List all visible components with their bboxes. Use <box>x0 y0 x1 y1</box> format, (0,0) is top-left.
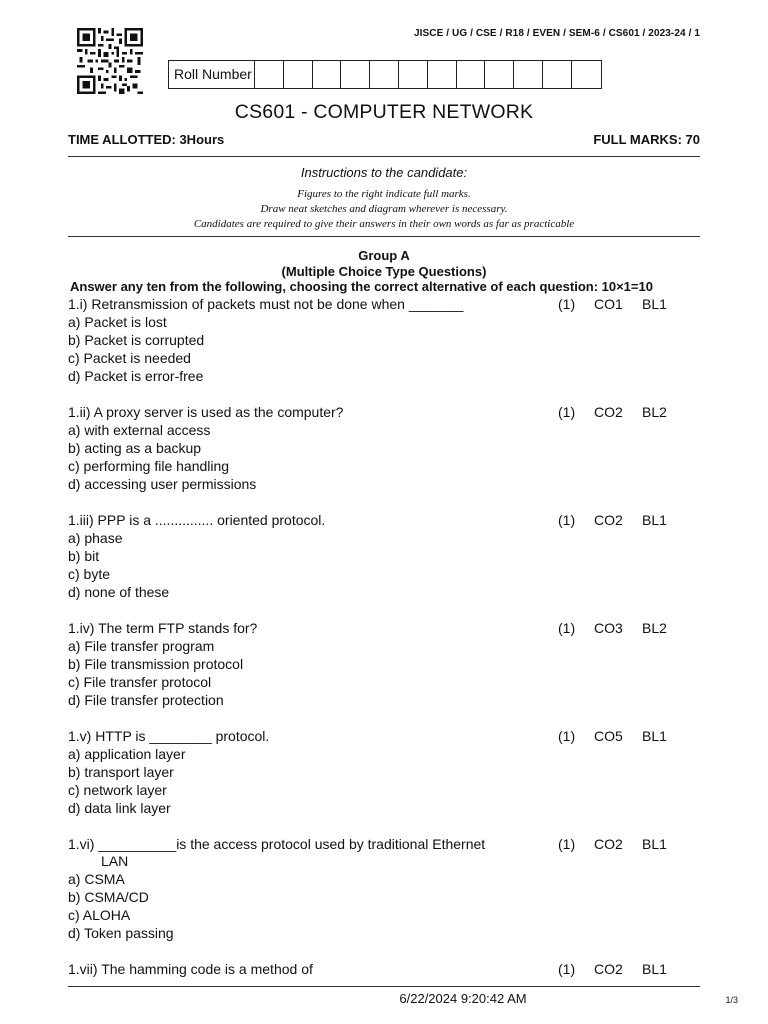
roll-number-box[interactable] <box>168 60 602 89</box>
question-co: CO2 <box>594 404 623 420</box>
question-marks: (1) <box>558 728 576 744</box>
option-b: b) bit <box>68 548 100 564</box>
question-bl: BL1 <box>642 836 667 852</box>
option-d: d) Token passing <box>68 925 174 941</box>
question-co: CO2 <box>594 512 623 528</box>
question-co: CO2 <box>594 836 623 852</box>
option-c: c) byte <box>68 566 111 582</box>
option-a: a) CSMA <box>68 871 125 887</box>
question-marks: (1) <box>558 404 576 420</box>
question-bl: BL1 <box>642 728 667 744</box>
question-marks: (1) <box>558 836 576 852</box>
question-bl: BL2 <box>642 404 667 420</box>
option-a: a) Packet is lost <box>68 314 167 330</box>
question-co: CO5 <box>594 728 623 744</box>
footer-timestamp: 6/22/2024 9:20:42 AM <box>399 991 527 1006</box>
option-a: a) File transfer program <box>68 638 215 654</box>
question-text: 1.i) Retransmission of packets must not be done when _______ <box>68 296 464 312</box>
option-d: d) File transfer protection <box>68 692 224 708</box>
roll-number-cell[interactable] <box>313 61 342 88</box>
roll-number-cell[interactable] <box>572 61 601 88</box>
roll-number-cell[interactable] <box>543 61 572 88</box>
option-b: b) transport layer <box>68 764 174 780</box>
roll-number-cell[interactable] <box>457 61 486 88</box>
instructions-heading: Instructions to the candidate: <box>300 165 468 180</box>
qr-code <box>77 27 143 95</box>
option-b: b) CSMA/CD <box>68 889 149 905</box>
option-c: c) File transfer protocol <box>68 674 212 690</box>
option-b: b) Packet is corrupted <box>68 332 205 348</box>
question-text: 1.iv) The term FTP stands for? <box>68 620 258 636</box>
group-title: Group A <box>358 248 410 263</box>
question-text: 1.vii) The hamming code is a method of <box>68 961 313 977</box>
question-text: 1.v) HTTP is ________ protocol. <box>68 728 270 744</box>
question-bl: BL1 <box>642 296 667 312</box>
option-a: a) application layer <box>68 746 186 762</box>
divider <box>68 236 700 237</box>
option-b: b) File transmission protocol <box>68 656 244 672</box>
option-c: c) Packet is needed <box>68 350 191 366</box>
instruction-line: Candidates are required to give their answers in their own words as far as practicable <box>193 218 575 230</box>
question-marks: (1) <box>558 296 576 312</box>
roll-number-cell[interactable] <box>255 61 284 88</box>
option-d: d) Packet is error-free <box>68 368 204 384</box>
question-text: 1.ii) A proxy server is used as the computer? <box>68 404 344 420</box>
roll-number-cell[interactable] <box>370 61 399 88</box>
roll-number-cell[interactable] <box>341 61 370 88</box>
question-marks: (1) <box>558 620 576 636</box>
page-title: CS601 - COMPUTER NETWORK <box>234 101 534 123</box>
time-allotted: TIME ALLOTTED: 3Hours <box>68 132 225 147</box>
group-type: (Multiple Choice Type Questions) <box>281 264 487 279</box>
instruction-line: Draw neat sketches and diagram wherever is necessary. <box>260 203 508 215</box>
question-bl: BL2 <box>642 620 667 636</box>
divider <box>68 156 700 157</box>
group-instruction: Answer any ten from the following, choosing the correct alternative of each question: 10×1=10 <box>70 279 653 294</box>
question-co: CO3 <box>594 620 623 636</box>
question-co: CO1 <box>594 296 623 312</box>
paper-code: JISCE / UG / CSE / R18 / EVEN / SEM-6 / CS601 / 2023-24 / 1 <box>413 28 700 39</box>
option-d: d) none of these <box>68 584 170 600</box>
roll-number-cell[interactable] <box>428 61 457 88</box>
question-bl: BL1 <box>642 961 667 977</box>
roll-number-cell[interactable] <box>399 61 428 88</box>
question-text: 1.vi) __________is the access protocol used by traditional Ethernet <box>68 836 486 852</box>
option-a: a) with external access <box>68 422 211 438</box>
question-marks: (1) <box>558 512 576 528</box>
roll-number-label: Roll Number <box>169 61 255 88</box>
footer-divider <box>68 986 700 987</box>
page-number: 1/3 <box>725 995 738 1005</box>
option-b: b) acting as a backup <box>68 440 202 456</box>
roll-number-cell[interactable] <box>284 61 313 88</box>
question-text-continued: LAN <box>101 853 129 869</box>
question-text: 1.iii) PPP is a ............... oriented protocol. <box>68 512 326 528</box>
roll-number-cell[interactable] <box>514 61 543 88</box>
full-marks: FULL MARKS: 70 <box>593 132 700 147</box>
question-co: CO2 <box>594 961 623 977</box>
question-bl: BL1 <box>642 512 667 528</box>
option-d: d) data link layer <box>68 800 171 816</box>
option-a: a) phase <box>68 530 123 546</box>
option-c: c) ALOHA <box>68 907 131 923</box>
instruction-line: Figures to the right indicate full marks. <box>297 188 471 200</box>
option-c: c) network layer <box>68 782 167 798</box>
option-d: d) accessing user permissions <box>68 476 257 492</box>
option-c: c) performing file handling <box>68 458 230 474</box>
question-marks: (1) <box>558 961 576 977</box>
roll-number-cell[interactable] <box>485 61 514 88</box>
